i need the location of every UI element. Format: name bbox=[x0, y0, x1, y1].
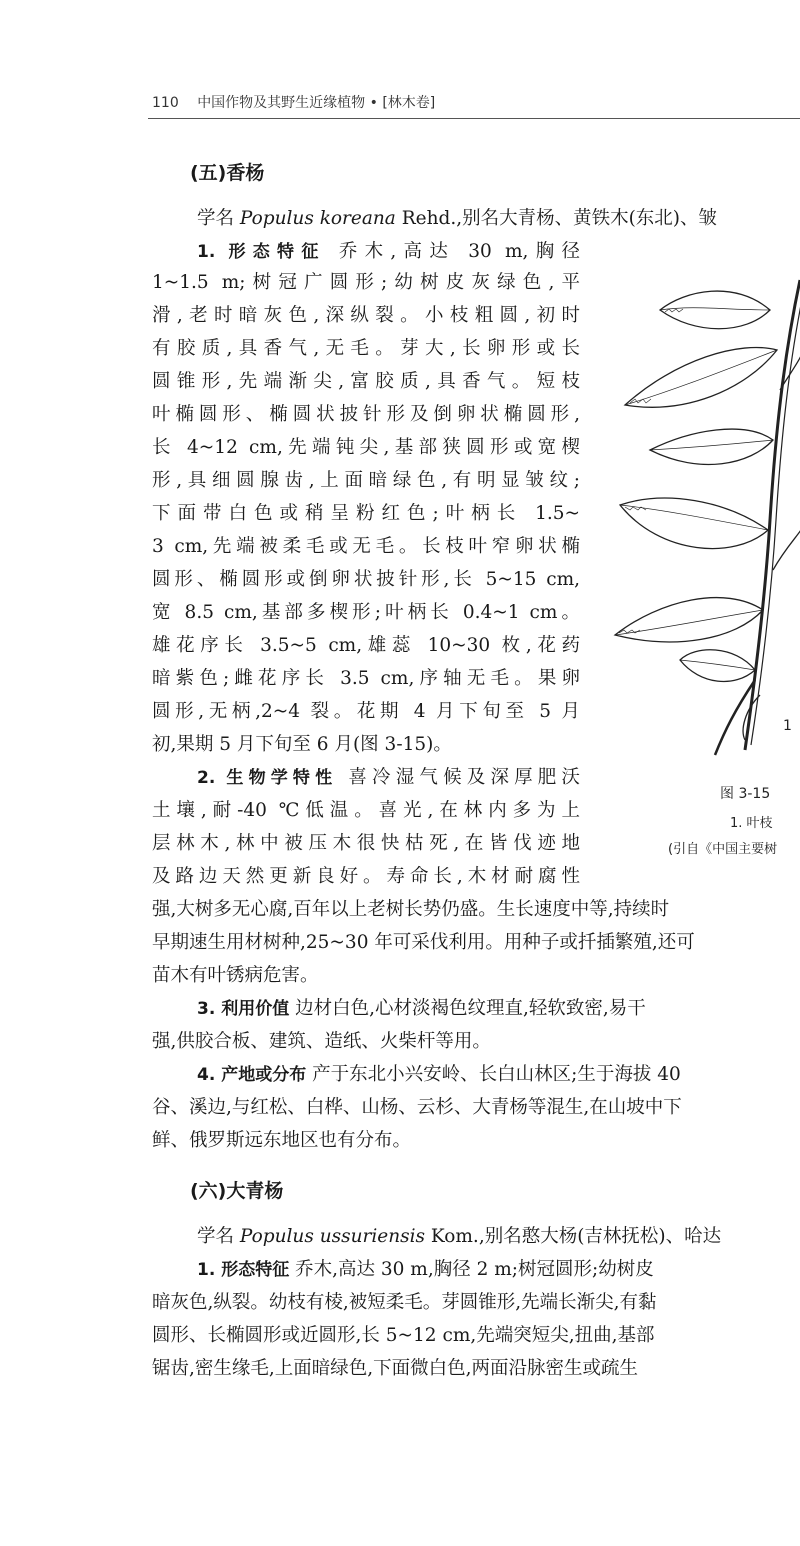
text-line: 乔木,高达 30 m,胸径 2 m;树冠圆形;幼树皮 bbox=[295, 1259, 654, 1280]
text-line: 下面带白色或稍呈粉红色;叶柄长 1.5~ bbox=[152, 503, 580, 524]
distribution-line bbox=[197, 1060, 800, 1090]
text-line: 强,大树多无心腐,百年以上老树长势仍盛。生长速度中等,持续时 bbox=[152, 899, 670, 920]
text-line: 长 4~12 cm,先端钝尖,基部狭圆形或宽楔 bbox=[152, 437, 580, 458]
sci-name: Populus koreana bbox=[239, 208, 396, 229]
figure-caption-part: 1. 叶枝 bbox=[730, 816, 773, 831]
text-line: 层林木,林中被压木很快枯死,在皆伐迹地 bbox=[152, 833, 580, 854]
morphology-label: 1. 形态特征 bbox=[197, 1260, 290, 1280]
scientific-name-line bbox=[197, 1222, 800, 1252]
text-line: 谷、溪边,与红松、白桦、山杨、云杉、大青杨等混生,在山坡中下 bbox=[152, 1097, 682, 1118]
text-line: 3 cm,先端被柔毛或无毛。长枝叶窄卵状椭 bbox=[152, 536, 580, 557]
uses-line bbox=[197, 994, 800, 1024]
text-line: 有胶质,具香气,无毛。芽大,长卵形或长 bbox=[152, 338, 580, 359]
biology-line bbox=[197, 763, 580, 793]
section-heading-xiangyang: (五)香杨 bbox=[190, 162, 265, 184]
text-line: 雄花序长 3.5~5 cm,雄蕊 10~30 枚,花药 bbox=[152, 635, 580, 656]
leaf-branch-illustration bbox=[605, 240, 800, 760]
text-line: 强,供胶合板、建筑、造纸、火柴杆等用。 bbox=[152, 1031, 491, 1052]
text-line: 鲜、俄罗斯远东地区也有分布。 bbox=[152, 1130, 412, 1151]
text-line: 乔木,高达 30 m,胸径 bbox=[338, 241, 580, 262]
figure-leaf-branch bbox=[605, 240, 800, 760]
text-line: 锯齿,密生缘毛,上面暗绿色,下面微白色,两面沿脉密生或疏生 bbox=[152, 1358, 639, 1379]
text-line: 宽 8.5 cm,基部多楔形;叶柄长 0.4~1 cm。 bbox=[152, 602, 580, 623]
text-line: 暗紫色;雌花序长 3.5 cm,序轴无毛。果卵 bbox=[152, 668, 580, 689]
text-line: 滑,老时暗灰色,深纵裂。小枝粗圆,初时 bbox=[152, 305, 580, 326]
sci-rest: Rehd.,别名大青杨、黄铁木(东北)、皱 bbox=[395, 208, 718, 229]
morphology-line bbox=[197, 1255, 800, 1285]
text-line: 圆形,无柄,2~4 裂。花期 4 月下旬至 5 月 bbox=[152, 701, 580, 722]
figure-part-marker: 1 bbox=[783, 718, 792, 734]
figure-caption-title: 图 3-15 bbox=[720, 786, 771, 802]
text-line: 1~1.5 m;树冠广圆形;幼树皮灰绿色,平 bbox=[152, 272, 580, 293]
header-rule bbox=[148, 118, 800, 119]
text-line: 及路边天然更新良好。寿命长,木材耐腐性 bbox=[152, 866, 580, 887]
text-line: 边材白色,心材淡褐色纹理直,轻软致密,易干 bbox=[295, 998, 646, 1019]
sci-prefix: 学名 bbox=[197, 1226, 240, 1247]
biology-label: 2. 生物学特性 bbox=[197, 768, 338, 788]
sci-rest: Kom.,别名憨大杨(吉林抚松)、哈达 bbox=[425, 1226, 722, 1247]
morphology-line bbox=[197, 237, 580, 267]
section-heading-daqingyang: (六)大青杨 bbox=[190, 1180, 284, 1202]
text-line: 叶椭圆形、椭圆状披针形及倒卵状椭圆形, bbox=[152, 404, 580, 425]
text-line: 初,果期 5 月下旬至 6 月(图 3-15)。 bbox=[152, 734, 452, 755]
text-line: 喜冷湿气候及深厚肥沃 bbox=[348, 767, 580, 788]
running-header bbox=[152, 92, 800, 118]
sci-name: Populus ussuriensis bbox=[239, 1226, 426, 1247]
morphology-label: 1. 形态特征 bbox=[197, 242, 326, 262]
figure-caption-source: (引自《中国主要树 bbox=[668, 842, 778, 857]
text-line: 暗灰色,纵裂。幼枝有棱,被短柔毛。芽圆锥形,先端长渐尖,有黏 bbox=[152, 1292, 657, 1313]
text-line: 圆形、长椭圆形或近圆形,长 5~12 cm,先端突短尖,扭曲,基部 bbox=[152, 1325, 655, 1346]
scientific-name-line bbox=[197, 204, 800, 234]
text-line: 形,具细圆腺齿,上面暗绿色,有明显皱纹; bbox=[152, 470, 580, 491]
text-line: 早期速生用材树种,25~30 年可采伐利用。用种子或扦插繁殖,还可 bbox=[152, 932, 695, 953]
text-line: 圆锥形,先端渐尖,富胶质,具香气。短枝 bbox=[152, 371, 580, 392]
text-line: 圆形、椭圆形或倒卵状披针形,长 5~15 cm, bbox=[152, 569, 580, 590]
uses-label: 3. 利用价值 bbox=[197, 999, 290, 1019]
page-number: 110 bbox=[152, 95, 179, 111]
text-line: 苗木有叶锈病危害。 bbox=[152, 965, 319, 986]
distribution-label: 4. 产地或分布 bbox=[197, 1065, 307, 1085]
text-line: 产于东北小兴安岭、长白山林区;生于海拔 40 bbox=[312, 1064, 681, 1085]
running-title: 中国作物及其野生近缘植物 • [林木卷] bbox=[197, 95, 436, 111]
sci-prefix: 学名 bbox=[197, 208, 240, 229]
text-line: 土壤,耐-40 ℃低温。喜光,在林内多为上 bbox=[152, 800, 580, 821]
